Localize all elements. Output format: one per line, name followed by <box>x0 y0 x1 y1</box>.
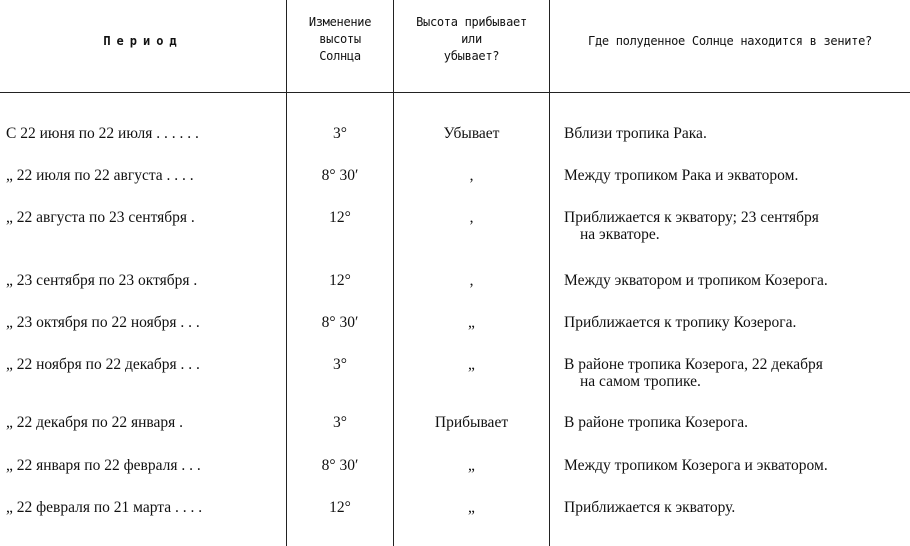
trend-cell: Прибывает <box>434 414 509 431</box>
zenith-cell <box>564 499 906 516</box>
period-cell: „ 22 февраля по 21 марта . . . . <box>6 499 203 516</box>
period-cell: „ 23 сентября по 23 октября . <box>6 272 198 289</box>
zenith-line: В районе тропика Козерога. <box>564 414 748 431</box>
change-cell: 8° 30′ <box>321 457 359 474</box>
change-cell: 12° <box>329 499 351 516</box>
trend-cell: „ <box>468 314 475 331</box>
zenith-line: на экваторе. <box>580 226 660 243</box>
change-cell: 3° <box>333 414 347 431</box>
zenith-line: Приближается к тропику Козерога. <box>564 314 797 331</box>
change-cell: 12° <box>329 209 351 226</box>
trend-cell: , <box>469 272 474 289</box>
zenith-cell <box>564 356 906 390</box>
trend-cell: „ <box>468 356 475 373</box>
header-line: или <box>461 32 482 46</box>
period-cell: „ 22 июля по 22 августа . . . . <box>6 167 194 184</box>
header-divider <box>0 92 910 93</box>
header-zenith-location: Где полуденное Солнце находится в зените? <box>588 34 872 48</box>
zenith-line: Приближается к экватору. <box>564 499 736 516</box>
zenith-cell <box>564 314 906 331</box>
zenith-line: на самом тропике. <box>580 373 701 390</box>
period-cell: С 22 июня по 22 июля . . . . . . <box>6 125 199 142</box>
zenith-line: В районе тропика Козерога, 22 декабря <box>564 356 823 373</box>
header-height-change <box>287 14 393 65</box>
header-period: Период <box>103 34 183 48</box>
zenith-cell <box>564 167 906 184</box>
period-cell: „ 22 января по 22 февраля . . . <box>6 457 201 474</box>
header-trend <box>394 14 549 65</box>
period-cell: „ 23 октября по 22 ноября . . . <box>6 314 200 331</box>
trend-cell: , <box>469 209 474 226</box>
period-cell: „ 22 ноября по 22 декабря . . . <box>6 356 200 373</box>
header-line: Солнца <box>319 49 361 63</box>
header-line: Высота прибывает <box>416 15 527 29</box>
header-line: убывает? <box>443 49 500 63</box>
header-line: высоты <box>319 32 361 46</box>
change-cell: 12° <box>329 272 351 289</box>
zenith-line: Вблизи тропика Рака. <box>564 125 707 142</box>
trend-cell: „ <box>468 457 475 474</box>
change-cell: 8° 30′ <box>321 314 359 331</box>
zenith-cell <box>564 414 906 431</box>
zenith-line: Между тропиком Козерога и экватором. <box>564 457 828 474</box>
trend-cell: „ <box>468 499 475 516</box>
zenith-line: Между тропиком Рака и экватором. <box>564 167 799 184</box>
zenith-cell <box>564 209 906 243</box>
zenith-line: Между экватором и тропиком Козерога. <box>564 272 828 289</box>
header-line: Изменение <box>308 15 372 29</box>
zenith-cell <box>564 272 906 289</box>
change-cell: 3° <box>333 356 347 373</box>
period-cell: „ 22 августа по 23 сентября . <box>6 209 195 226</box>
trend-cell: , <box>469 167 474 184</box>
change-cell: 8° 30′ <box>321 167 359 184</box>
zenith-line: Приближается к экватору; 23 сентября <box>564 209 819 226</box>
zenith-cell <box>564 457 906 474</box>
change-cell: 3° <box>333 125 347 142</box>
trend-cell: Убывает <box>443 125 500 142</box>
period-cell: „ 22 декабря по 22 января . <box>6 414 184 431</box>
column-divider <box>549 0 550 546</box>
zenith-cell <box>564 125 906 142</box>
